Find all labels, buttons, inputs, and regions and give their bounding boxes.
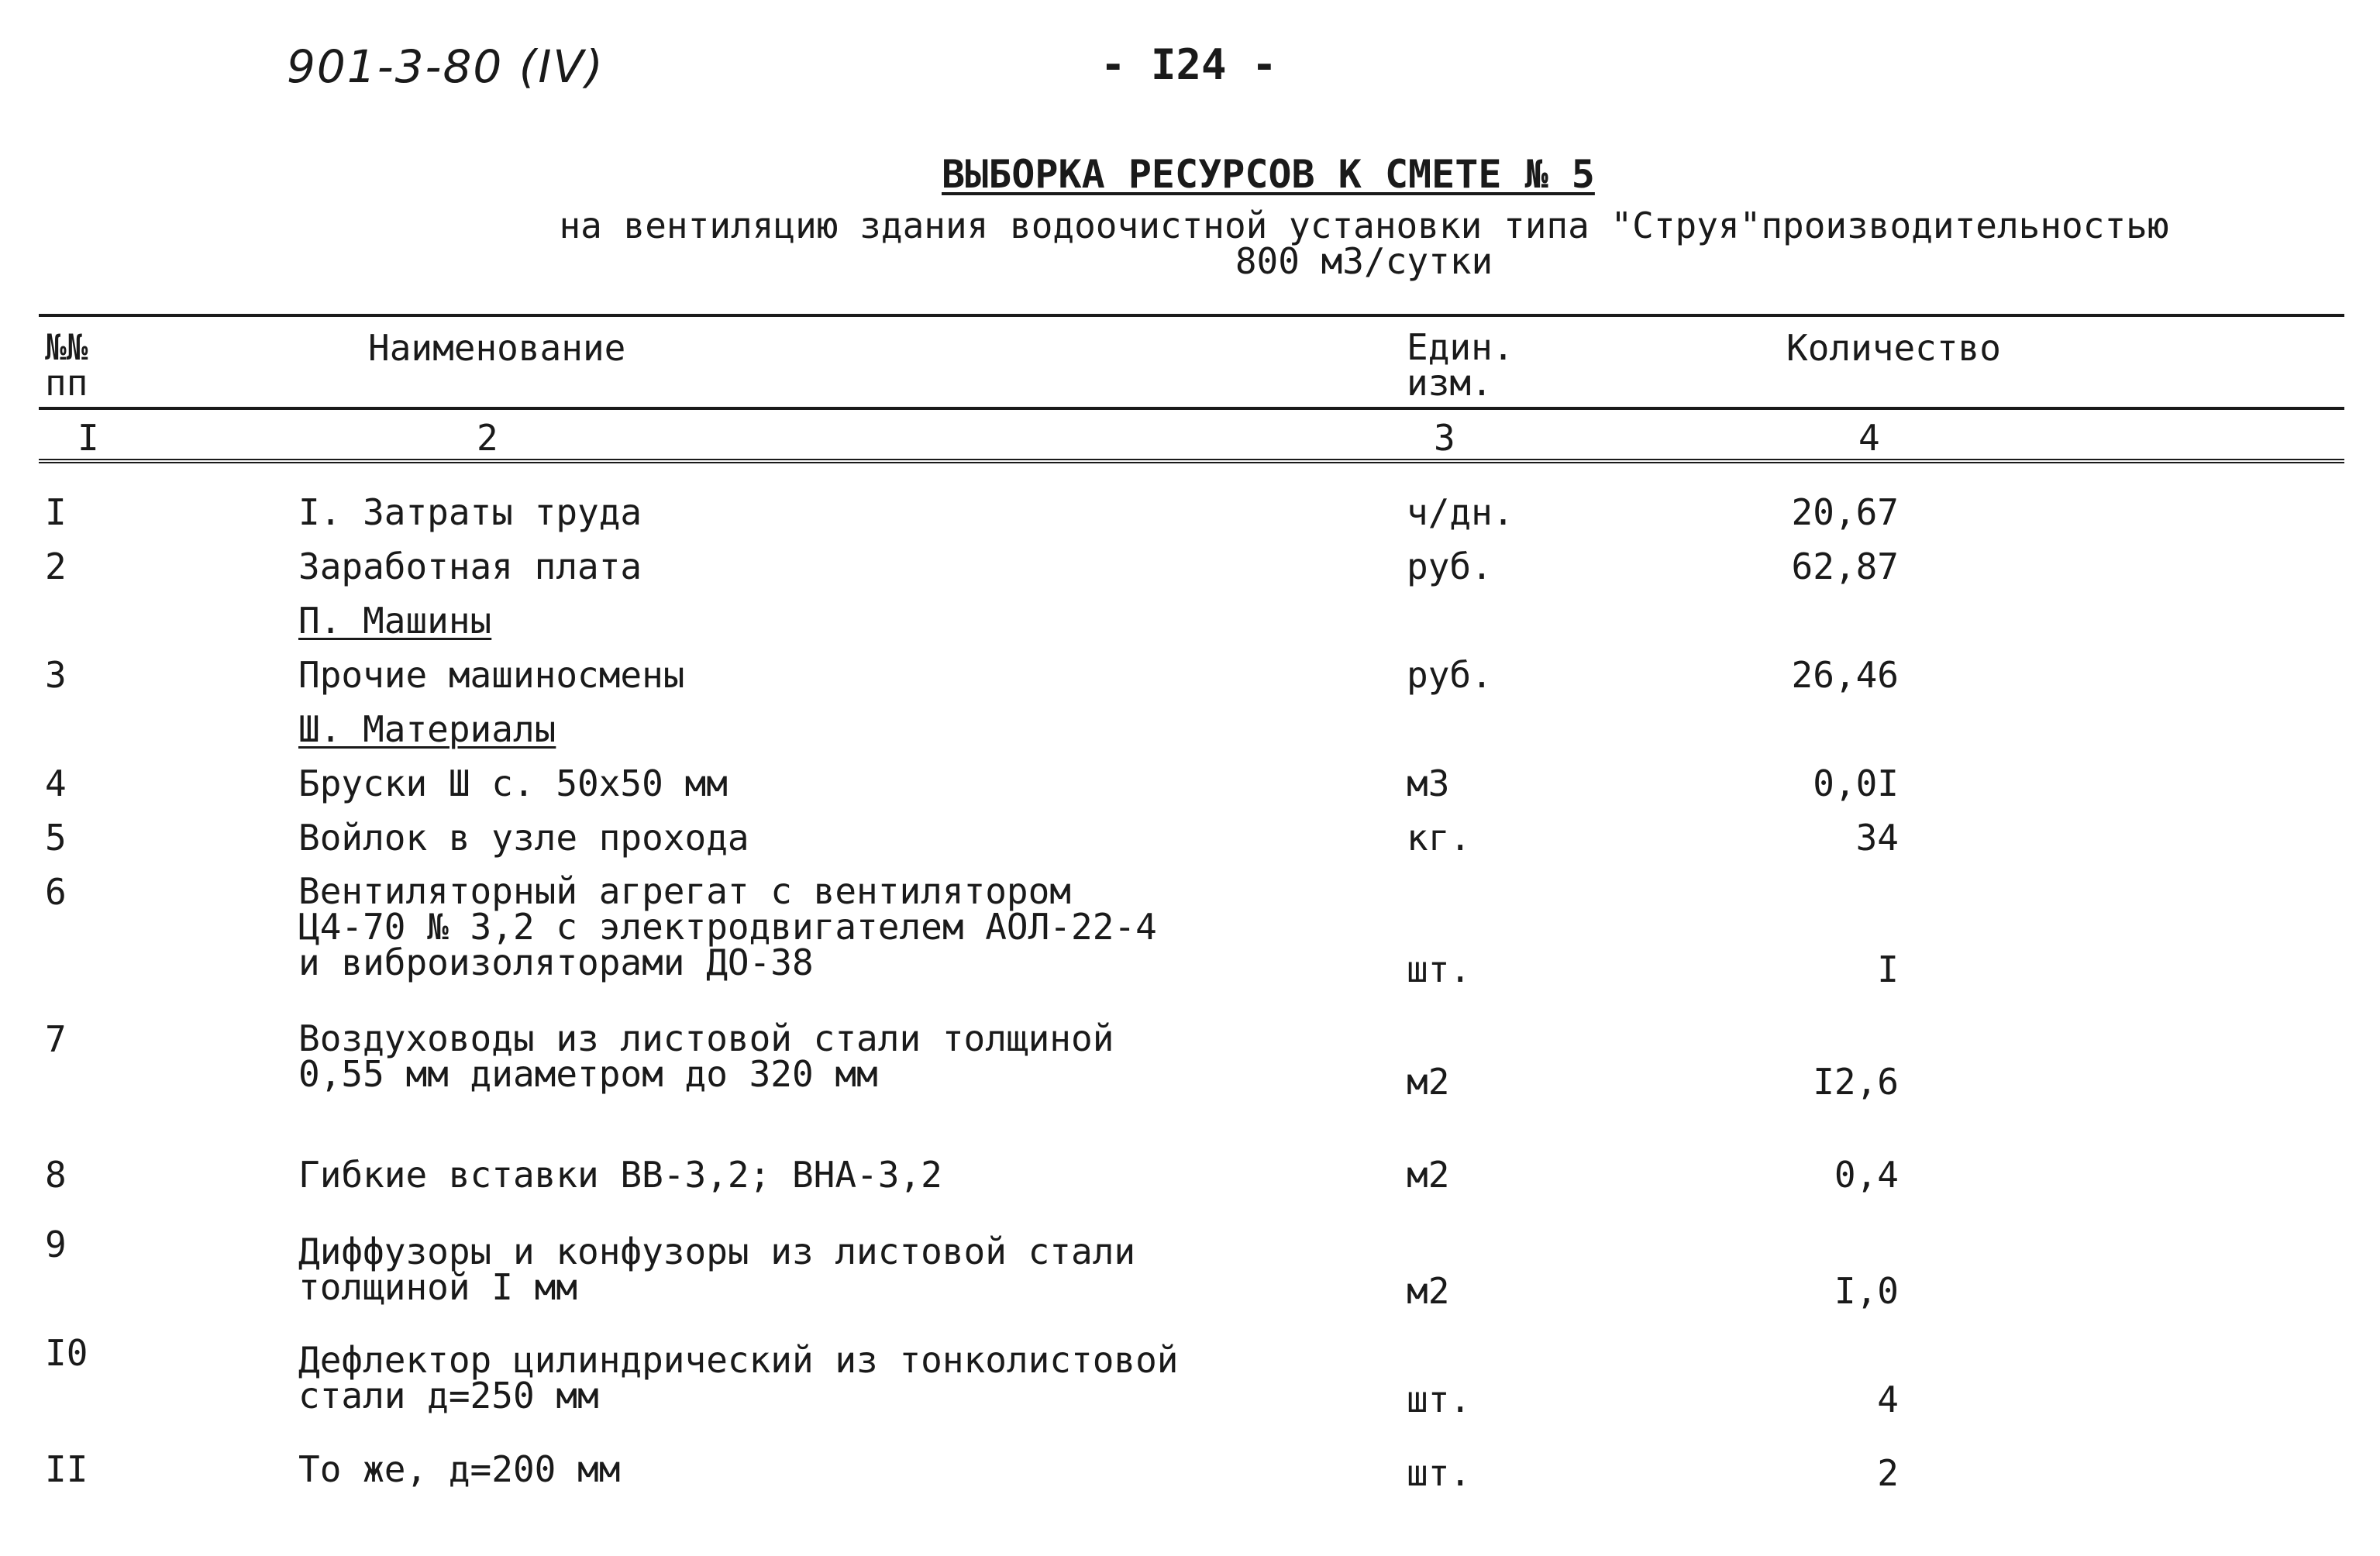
row-quantity: 34 xyxy=(1855,817,1899,859)
row-quantity: 62,87 xyxy=(1791,546,1899,587)
document-code: 901-3-80 (IV) xyxy=(287,40,604,93)
row-number: 3 xyxy=(45,654,67,696)
section-heading-materials: Ш. Материалы xyxy=(298,708,556,750)
row-number: II xyxy=(45,1448,88,1490)
row-name: То же, д=200 мм xyxy=(298,1448,621,1490)
row-name: Прочие машиносмены xyxy=(298,654,685,696)
document-title: ВЫБОРКА РЕСУРСОВ К СМЕТЕ № 5 xyxy=(942,152,1595,197)
table-top-rule xyxy=(39,314,2344,317)
row-name: Гибкие вставки ВВ-3,2; ВНА-3,2 xyxy=(298,1154,942,1196)
row-quantity: 26,46 xyxy=(1791,654,1899,696)
row-unit: шт. xyxy=(1407,948,1472,990)
row-quantity: 2 xyxy=(1877,1452,1899,1494)
row-quantity: I2,6 xyxy=(1813,1061,1899,1103)
header-qty: Количество xyxy=(1786,327,2001,369)
row-number: 4 xyxy=(45,763,67,804)
row-unit: кг. xyxy=(1407,817,1472,859)
header-num: №№ пп xyxy=(45,326,88,404)
row-name: Диффузоры и конфузоры из листовой стали толщиной I мм xyxy=(298,1231,1136,1308)
row-number: 9 xyxy=(45,1224,67,1265)
row-quantity: I,0 xyxy=(1834,1270,1899,1312)
row-unit: м2 xyxy=(1407,1154,1450,1196)
column-number-1: I xyxy=(77,417,99,459)
row-quantity: 20,67 xyxy=(1791,491,1899,533)
column-number-2: 2 xyxy=(477,417,498,459)
row-number: 5 xyxy=(45,817,67,859)
column-number-3: 3 xyxy=(1434,417,1455,459)
row-unit: м3 xyxy=(1407,763,1450,804)
row-name: Вентиляторный агрегат с вентилятором Ц4-70 № 3,2 с электродвигателем АОЛ-22-4 и виброизоляторами ДО-38 xyxy=(298,870,1157,983)
row-number: 6 xyxy=(45,871,67,913)
row-name: Заработная плата xyxy=(298,546,642,587)
column-number-4: 4 xyxy=(1858,417,1880,459)
row-number: I0 xyxy=(45,1332,88,1374)
row-unit: шт. xyxy=(1407,1379,1472,1420)
row-number: 7 xyxy=(45,1018,67,1060)
column-number-rule xyxy=(39,459,2344,463)
row-name: Дефлектор цилиндрический из тонколистовой стали д=250 мм xyxy=(298,1339,1179,1417)
row-quantity: 0,4 xyxy=(1834,1154,1899,1196)
row-name: Бруски Ш с. 50х50 мм xyxy=(298,763,728,804)
row-number: 2 xyxy=(45,546,67,587)
row-unit: м2 xyxy=(1407,1061,1450,1103)
row-quantity: I xyxy=(1877,948,1899,990)
header-unit: Един. изм. xyxy=(1407,326,1514,404)
row-number: 8 xyxy=(45,1154,67,1196)
document-subtitle: на вентиляцию здания водоочистной установки типа "Струя"производительностью 800 м3/сутки xyxy=(559,205,2169,282)
row-unit: шт. xyxy=(1407,1452,1472,1494)
row-unit: м2 xyxy=(1407,1270,1450,1312)
header-name: Наименование xyxy=(368,327,626,369)
row-name: Войлок в узле прохода xyxy=(298,817,749,859)
header-rule xyxy=(39,407,2344,410)
row-unit: руб. xyxy=(1407,654,1493,696)
row-unit: ч/дн. xyxy=(1407,491,1514,533)
row-quantity: 0,0I xyxy=(1813,763,1899,804)
page-number: - I24 - xyxy=(1100,40,1277,89)
row-name: Воздуховоды из листовой стали толщиной 0,55 мм диаметром до 320 мм xyxy=(298,1017,1114,1095)
section-heading-machines: П. Машины xyxy=(298,600,492,642)
row-number: I xyxy=(45,491,67,533)
row-name: I. Затраты труда xyxy=(298,491,642,533)
row-quantity: 4 xyxy=(1877,1379,1899,1420)
row-unit: руб. xyxy=(1407,546,1493,587)
